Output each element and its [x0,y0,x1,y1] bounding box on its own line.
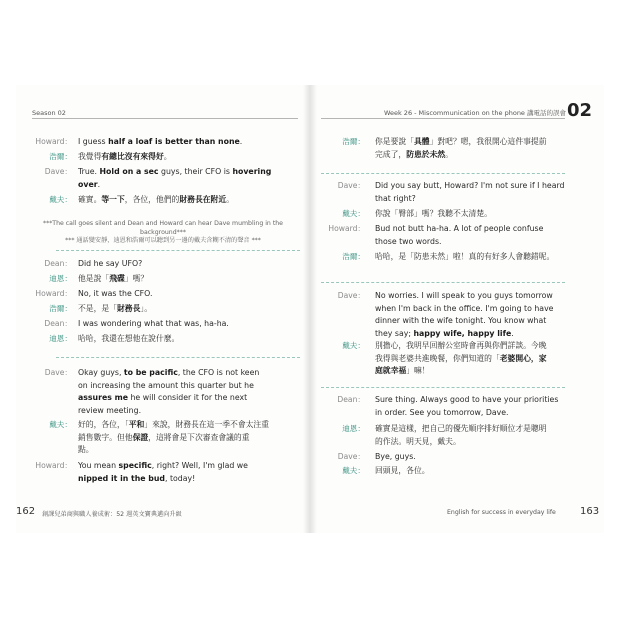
dialogue-text [78,151,304,163]
dialogue-fragment: 我覺得 [78,152,102,161]
dialogue-fragment: Bud not butt ha-ha. A lot of people confuse [375,224,544,233]
speaker-label: 浩爾： [49,304,72,313]
narration [22,220,304,246]
dialogue-fragment: Sure thing. Always good to have your priorities [375,395,559,404]
dialogue-fragment: Did you say butt, Howard? I'm not sure if I heard [375,181,565,190]
dialogue-text [375,149,603,161]
dialogue-fragment: in order. See you tomorrow, Dave. [375,407,509,417]
dialogue-fragment: ，這將會是下次審查會議的重 [148,432,250,442]
speaker-label: 迪恩： [342,424,365,433]
dialogue-fragment: when I'm back in the office. I'm going to have [375,303,554,313]
dialogue-text [78,273,304,285]
header-rule [321,118,565,119]
dialogue-text [78,136,304,148]
speaker-label: 浩爾： [342,252,365,261]
speaker-label: Dean： [44,259,72,268]
page-number: 162 [16,506,36,517]
week-header: Week 26 - Miscommunication on the phone 講電話的誤會 [383,109,566,117]
dialogue-fragment: 不是，是「 [78,304,117,313]
highlight-phrase: 防患於未然 [406,149,446,159]
speaker-label: Dave： [337,181,365,190]
dialogue-fragment: No worries. I will speak to you guys tomorrow [375,291,553,300]
dialogue-text [375,394,603,406]
speaker-label: Howard： [35,289,72,298]
speaker-label: Dean： [337,395,365,404]
dialogue-fragment: that right? [375,193,416,203]
dialogue-fragment: 你是要說「 [375,137,414,146]
dialogue-fragment: 他是說「 [78,274,110,283]
speaker-label: Dave： [44,167,72,176]
dialogue-text [375,236,603,248]
dialogue-fragment: Okay guys, [78,368,124,377]
dialogue-fragment: 別擔心，我明早回辦公室時會再與你們詳談。今晚 [375,341,547,350]
highlight-phrase: 庭就幸福 [375,366,407,376]
dialogue-fragment: , right? Well, I'm glad we [151,461,248,470]
speaker-label: 浩爾： [342,137,365,146]
dialogue-fragment: 好的，各位，「 [78,420,129,429]
highlight-phrase: hovering [232,167,272,176]
highlight-phrase: over [78,179,98,189]
dialogue-fragment: You mean [78,461,119,470]
dialogue-fragment: 」來說，財務長在這一季不會太注重 [144,420,270,429]
dialogue-fragment: 」。 [140,304,153,313]
dialogue-fragment: 。 [163,152,172,161]
dialogue-fragment: True. [78,167,100,176]
highlight-phrase: 財務長在附近 [179,195,227,204]
dialogue-fragment: I guess [78,137,109,146]
speaker-label: 戴夫： [342,209,365,218]
dialogue-fragment: 」嗎？ [124,274,149,283]
highlight-phrase: 具體 [413,137,430,146]
dialogue-fragment: Did he say UFO? [78,259,143,268]
dialogue-fragment: he will consider it for the next [128,393,248,403]
speaker-label: Dave： [337,452,365,461]
dialogue-text [375,315,603,327]
dialogue-text [78,380,304,392]
chapter-number: 02 [566,100,592,121]
highlight-phrase: nipped it in the bud [78,473,166,483]
dialogue-text [375,251,603,263]
footer-text: English for success in everyday life [447,509,556,516]
dialogue-fragment: 。 [445,149,453,159]
dialogue-fragment: 確實是這樣，把自己的優先順序排好順位才是聰明 [375,424,547,433]
dialogue-fragment: 回頭見，各位。 [375,466,430,475]
dialogue-fragment: 。 [226,195,234,204]
dialogue-fragment: I was wondering what that was, ha-ha. [78,319,229,328]
dialogue-text [375,290,603,302]
dialogue-text [78,258,304,270]
highlight-phrase: 財務長 [116,304,141,313]
dialogue-fragment: they say; [375,328,414,338]
dialogue-text [78,392,304,404]
dialogue-fragment: ，各位，他們的 [124,195,180,204]
dialogue-text [375,340,603,352]
left-page [16,85,303,533]
dialogue-text [78,303,304,315]
speaker-label: 戴夫： [49,195,72,204]
dialogue-text [375,436,603,448]
dialogue-text [78,333,304,345]
narration-line: background*** [140,228,186,236]
speaker-label: Howard： [35,137,72,146]
dialogue-fragment: , the CFO is not keen [177,368,260,377]
footer-text: 創課兒弟商與職人養成術：52 週英文寶典邁向升級 [42,511,182,518]
header-rule [32,118,298,119]
dialogue-fragment: . [97,179,101,189]
dialogue-text [78,405,304,417]
right-page [317,85,604,533]
dialogue-fragment: 」嘛！ [406,366,430,376]
dialogue-fragment: . [239,137,243,146]
highlight-phrase: Hold on a sec [99,167,159,176]
dialogue-text [78,288,304,300]
dialogue-text [375,193,603,205]
dialogue-fragment: , today! [165,473,196,483]
speaker-label: 戴夫： [49,420,72,429]
speaker-label: Dave： [44,368,72,377]
highlight-phrase: specific [118,461,152,470]
speaker-label: 迪恩： [49,274,72,283]
highlight-phrase: 飛碟 [109,274,125,283]
dialogue-fragment: 完成了， [375,149,407,159]
dialogue-fragment: 」對吧？嗯，我很開心這件事提前 [429,137,547,146]
section-divider [321,173,565,174]
section-divider [56,357,300,358]
speaker-label: Howard： [328,224,365,233]
highlight-phrase: 有總比沒有來得好 [101,152,164,161]
highlight-phrase: 老婆開心，家 [499,353,547,363]
dialogue-text [375,365,603,377]
dialogue-text [375,223,603,235]
dialogue-fragment: dinner with the wife tonight. You know what [375,316,547,326]
dialogue-fragment: 哈哈，我還在想他在說什麼。 [78,334,180,343]
dialogue-text [375,328,603,340]
highlight-phrase: 保證 [132,432,149,442]
dialogue-fragment: Bye, guys. [375,452,416,461]
dialogue-fragment: 點。 [78,445,94,455]
speaker-label: 迪恩： [49,334,72,343]
page-number: 163 [580,506,600,517]
dialogue-fragment: guys, their CFO is [158,167,233,176]
dialogue-text [78,460,304,472]
highlight-phrase: to be pacific [123,368,178,377]
dialogue-fragment: 確實。 [78,195,102,204]
dialogue-text [375,407,603,419]
dialogue-text [375,353,603,365]
book-gutter [303,85,317,533]
narration-line: *** 通話變安靜，迪恩和浩爾可以聽到另一邊的戴夫含糊不清的聲音 *** [65,237,261,244]
dialogue-text [78,367,304,379]
highlight-phrase: assures me [78,393,128,403]
dialogue-text [78,194,304,206]
highlight-phrase: 等一下 [101,195,125,204]
speaker-label: Dave： [337,291,365,300]
dialogue-fragment: . [511,328,514,338]
dialogue-text [375,136,603,148]
section-divider [321,387,565,388]
dialogue-text [78,473,304,485]
dialogue-fragment: review meeting. [78,405,142,415]
dialogue-text [375,451,603,463]
dialogue-text [78,179,304,191]
speaker-label: 戴夫： [342,466,365,475]
highlight-phrase: happy wife, happy life [413,328,512,338]
section-divider [321,282,565,283]
dialogue-text [375,465,603,477]
dialogue-text [78,419,304,431]
dialogue-fragment: No, it was the CFO. [78,289,153,298]
speaker-label: 浩爾： [49,152,72,161]
highlight-phrase: half a loaf is better than none [108,137,240,146]
dialogue-fragment: 哈哈，是「防患未然」啦！真的有好多人會聽錯呢。 [375,252,555,261]
narration-line: ***The call goes silent and Dean and Howard can hear Dave mumbling in the [43,220,283,227]
dialogue-fragment: 的作法。明天見，戴夫。 [375,436,461,446]
dialogue-text [78,432,304,444]
dialogue-fragment: those two words. [375,236,442,246]
dialogue-text [375,303,603,315]
dialogue-fragment: 我得與老婆共進晚餐，你們知道的「 [375,353,500,363]
speaker-label: Dean： [44,319,72,328]
section-divider [56,250,300,251]
season-header: Season 02 [32,109,66,117]
dialogue-text [375,423,603,435]
dialogue-text [375,180,603,192]
dialogue-fragment: on increasing the amount this quarter but he [78,380,254,390]
dialogue-fragment: 銷售數字。但他 [78,432,133,442]
speaker-label: Howard： [35,461,72,470]
speaker-label: 戴夫： [342,341,365,350]
dialogue-text [78,444,304,456]
dialogue-text [78,166,304,178]
dialogue-text [78,318,304,330]
highlight-phrase: 平和 [128,420,145,429]
dialogue-fragment: 你說「臀部」嗎？我聽不太清楚。 [375,209,492,218]
dialogue-text [375,208,603,220]
